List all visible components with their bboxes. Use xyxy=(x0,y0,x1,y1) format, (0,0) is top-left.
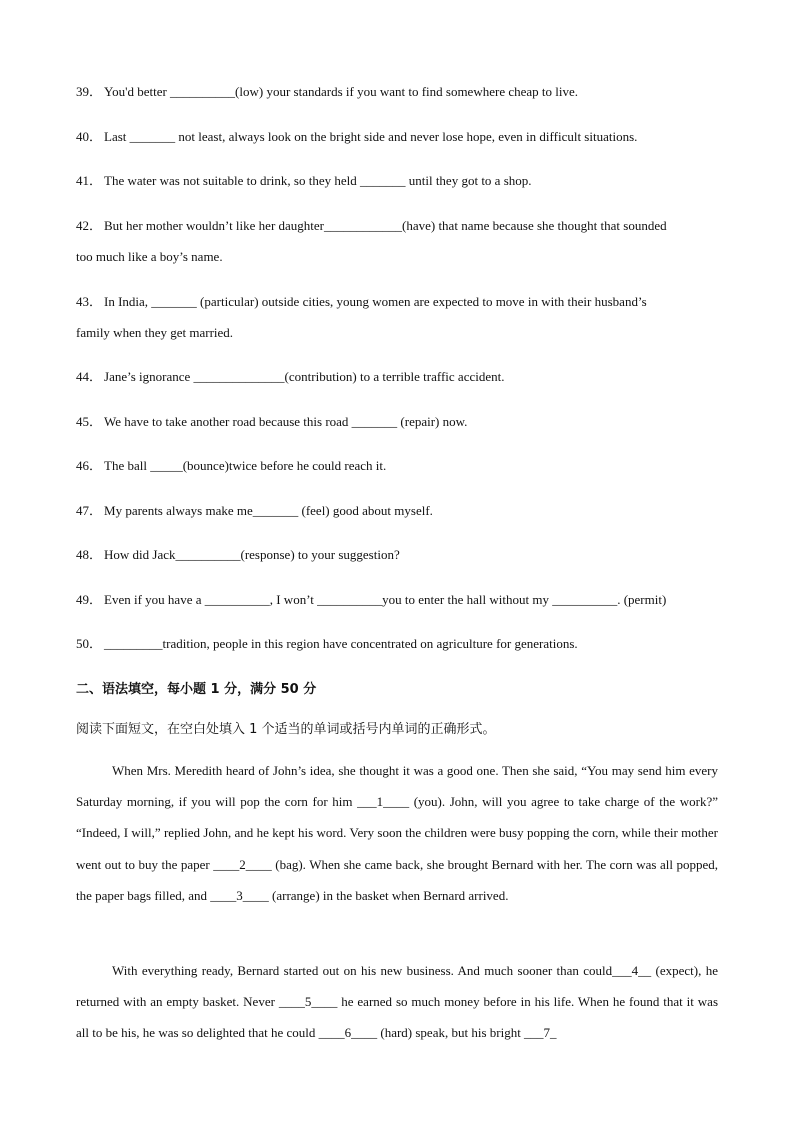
question-text: too much like a boy’s name. xyxy=(76,249,223,264)
question-42-continued xyxy=(76,249,722,265)
passage-paragraph-1 xyxy=(76,755,718,911)
question-42 xyxy=(76,218,722,234)
question-text: Even if you have a __________, I won’t __________you to enter the hall without my __________. (permit) xyxy=(104,592,667,607)
question-text: Last _______ not least, always look on the bright side and never lose hope, even in difficult situations. xyxy=(104,129,638,144)
question-49 xyxy=(76,592,722,608)
paragraph-text: With everything ready, Bernard started out on his new business. And much sooner than could___4__ (expect), he returned with an empty basket. Never ____5____ he earned so much money before in his life. When he found that it was all to be his, he was so delighted that he could ____6____ (hard) speak, but his bright ___7_ xyxy=(76,963,718,1041)
question-text: The ball _____(bounce)twice before he could reach it. xyxy=(104,458,387,473)
question-text: We have to take another road because this road _______ (repair) now. xyxy=(104,414,468,429)
question-number: 39． xyxy=(76,84,103,99)
passage-paragraph-2 xyxy=(76,955,718,1049)
question-number: 43． xyxy=(76,294,103,309)
question-text: But her mother wouldn’t like her daughter____________(have) that name because she thought that sounded xyxy=(104,218,667,233)
question-41 xyxy=(76,173,722,189)
question-text: How did Jack__________(response) to your suggestion? xyxy=(104,547,400,562)
question-text: The water was not suitable to drink, so they held _______ until they got to a shop. xyxy=(104,173,532,188)
question-43-continued xyxy=(76,325,722,341)
question-46 xyxy=(76,458,722,474)
question-43 xyxy=(76,294,722,310)
question-text: _________tradition, people in this region have concentrated on agriculture for generations. xyxy=(104,636,578,651)
question-number: 47． xyxy=(76,503,103,518)
question-40 xyxy=(76,129,722,145)
question-text: In India, _______ (particular) outside cities, young women are expected to move in with their husband’s xyxy=(104,294,647,309)
question-48 xyxy=(76,547,722,563)
question-text: family when they get married. xyxy=(76,325,234,340)
question-number: 41． xyxy=(76,173,103,188)
question-number: 46． xyxy=(76,458,103,473)
question-number: 49． xyxy=(76,592,103,607)
question-number: 50． xyxy=(76,636,103,651)
question-text: My parents always make me_______ (feel) good about myself. xyxy=(104,503,433,518)
question-39 xyxy=(76,84,722,100)
question-text: Jane’s ignorance ______________(contribution) to a terrible traffic accident. xyxy=(104,369,505,384)
section-instruction: 阅读下面短文，在空白处填入 1 个适当的单词或括号内单词的正确形式。 xyxy=(76,722,496,737)
question-number: 45． xyxy=(76,414,103,429)
question-number: 42． xyxy=(76,218,103,233)
question-number: 44． xyxy=(76,369,103,384)
question-number: 48． xyxy=(76,547,103,562)
paragraph-text: When Mrs. Meredith heard of John’s idea, she thought it was a good one. Then she said, “You may send him every Saturday morning, if you will pop the corn for him ___1____ (you). John, will you agree to take charge of the work?” “Indeed, I will,” replied John, and he kept his word. Very soon the children were busy popping the corn, while their mother went out to buy the paper ____2____ (bag). When she came back, she brought Bernard with her. The corn was all popped, the paper bags filled, and ____3____ (arrange) in the basket when Bernard arrived. xyxy=(76,763,718,903)
question-44 xyxy=(76,369,722,385)
question-text: You'd better __________(low) your standards if you want to find somewhere cheap to live. xyxy=(104,84,579,99)
question-47 xyxy=(76,503,722,519)
question-45 xyxy=(76,414,722,430)
section-heading: 二、语法填空，每小题 1 分，满分 50 分 xyxy=(76,682,317,697)
question-50 xyxy=(76,636,722,652)
question-number: 40． xyxy=(76,129,103,144)
